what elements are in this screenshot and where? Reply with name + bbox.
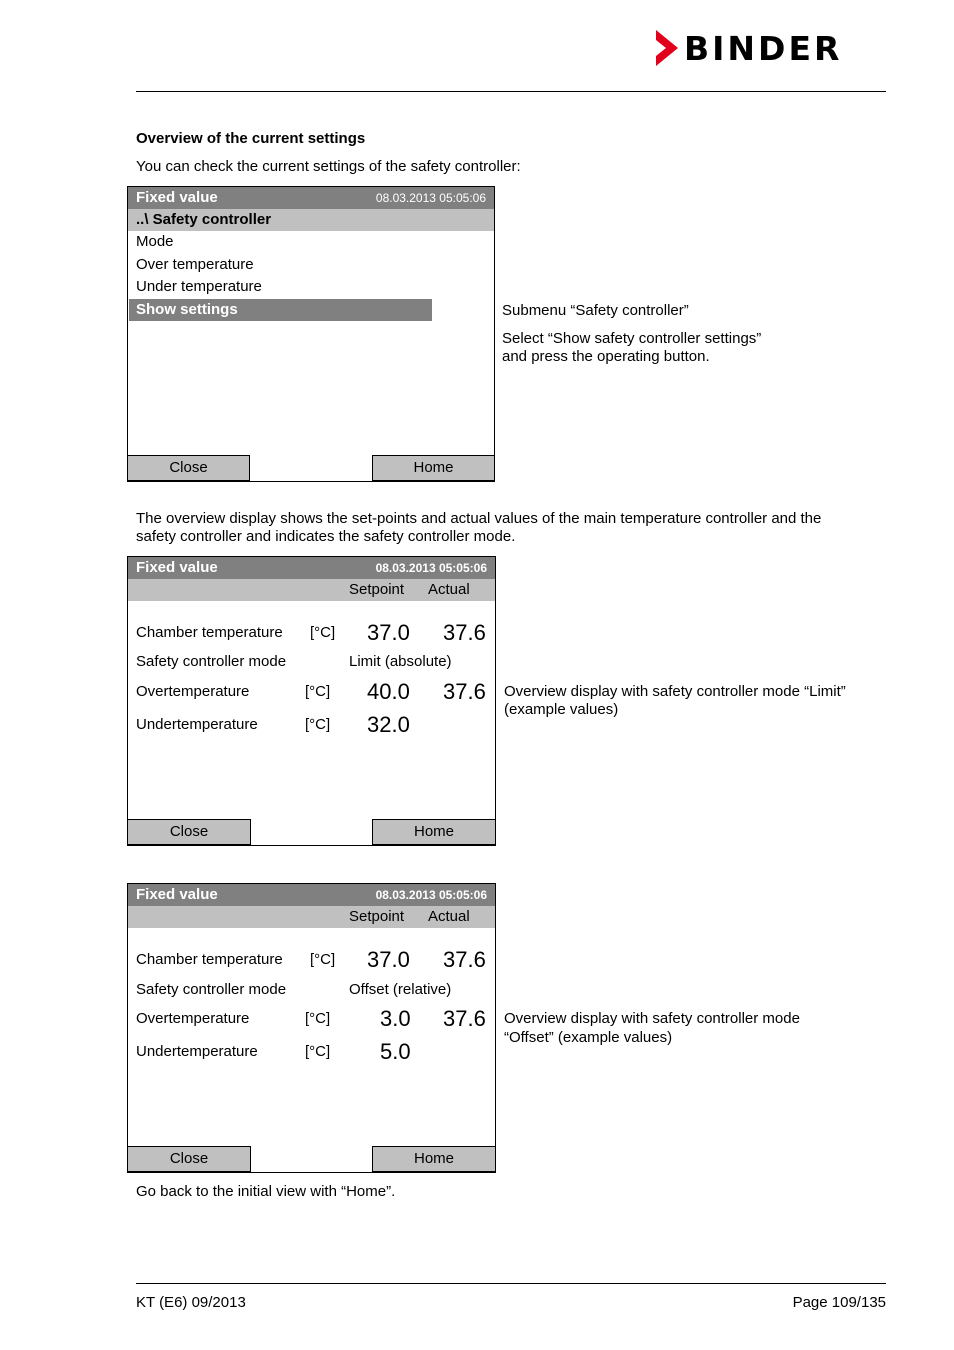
safety-controller-menu-screen bbox=[127, 186, 495, 482]
column-header-bar bbox=[128, 579, 495, 601]
chamber-actual: 37.6 bbox=[443, 947, 486, 972]
chamber-unit: [°C] bbox=[310, 624, 336, 641]
title-bar bbox=[128, 557, 495, 579]
datetime: 08.03.2013 05:05:06 bbox=[375, 191, 486, 205]
home-button[interactable]: Home bbox=[372, 819, 496, 845]
undertemperature-label: Undertemperature bbox=[136, 1043, 258, 1060]
title-bar bbox=[128, 884, 495, 906]
overtemperature-actual: 37.6 bbox=[443, 1006, 486, 1031]
note3-line1: Overview display with safety controller mode bbox=[504, 1010, 800, 1027]
section-title: Overview of the current settings bbox=[136, 130, 366, 147]
safety-mode-value: Limit (absolute) bbox=[349, 653, 452, 670]
overtemperature-setpoint: 3.0 bbox=[380, 1006, 411, 1031]
setpoint-header: Setpoint bbox=[349, 908, 405, 925]
column-header-bar bbox=[128, 906, 495, 928]
binder-logo-icon bbox=[654, 30, 680, 66]
undertemperature-setpoint: 32.0 bbox=[367, 712, 410, 737]
chamber-setpoint: 37.0 bbox=[367, 620, 410, 645]
overtemperature-actual: 37.6 bbox=[443, 679, 486, 704]
overview-offset-screen bbox=[127, 883, 496, 1173]
menu-item-show-settings[interactable] bbox=[129, 299, 432, 321]
overtemperature-unit: [°C] bbox=[305, 1010, 331, 1027]
undertemperature-setpoint: 5.0 bbox=[380, 1039, 411, 1064]
overtemperature-setpoint: 40.0 bbox=[367, 679, 410, 704]
safety-mode-label: Safety controller mode bbox=[136, 981, 287, 998]
note2-line1: Overview display with safety controller mode “Limit” bbox=[504, 683, 846, 700]
header-rule bbox=[136, 91, 886, 92]
menu-item-over-temperature[interactable]: Over temperature bbox=[136, 256, 254, 273]
overtemperature-label: Overtemperature bbox=[136, 1010, 250, 1027]
overview-limit-screen bbox=[127, 556, 496, 846]
menu-item-under-temperature[interactable]: Under temperature bbox=[136, 278, 262, 295]
path-bar bbox=[128, 209, 494, 231]
note1-line3: and press the operating button. bbox=[502, 348, 710, 365]
undertemperature-unit: [°C] bbox=[305, 1043, 331, 1060]
undertemperature-unit: [°C] bbox=[305, 716, 331, 733]
chamber-unit: [°C] bbox=[310, 951, 336, 968]
note1-line2: Select “Show safety controller settings” bbox=[502, 330, 762, 347]
menu-path: ..\ Safety controller bbox=[136, 211, 272, 228]
chamber-temperature-label: Chamber temperature bbox=[136, 624, 283, 641]
datetime: 08.03.2013 05:05:06 bbox=[375, 888, 487, 902]
menu-item-show-settings-label: Show settings bbox=[136, 301, 238, 318]
chamber-actual: 37.6 bbox=[443, 620, 486, 645]
menu-item-mode[interactable]: Mode bbox=[136, 233, 174, 250]
home-button[interactable]: Home bbox=[372, 455, 495, 481]
note3-line2: “Offset” (example values) bbox=[504, 1029, 673, 1046]
screen-title: Fixed value bbox=[136, 886, 218, 903]
title-bar bbox=[128, 187, 494, 209]
close-button[interactable]: Close bbox=[127, 819, 251, 845]
safety-mode-label: Safety controller mode bbox=[136, 653, 287, 670]
setpoint-header: Setpoint bbox=[349, 581, 405, 598]
closing-note: Go back to the initial view with “Home”. bbox=[136, 1183, 396, 1200]
chamber-setpoint: 37.0 bbox=[367, 947, 410, 972]
binder-logo bbox=[654, 30, 842, 66]
actual-header: Actual bbox=[428, 581, 470, 598]
paragraph-line2: safety controller and indicates the safety controller mode. bbox=[136, 528, 516, 545]
logo-text: BINDER bbox=[684, 28, 843, 68]
datetime: 08.03.2013 05:05:06 bbox=[375, 561, 487, 575]
screen-title: Fixed value bbox=[136, 559, 218, 576]
chamber-temperature-label: Chamber temperature bbox=[136, 951, 283, 968]
footer-doc-id: KT (E6) 09/2013 bbox=[136, 1294, 246, 1311]
home-button[interactable]: Home bbox=[372, 1146, 496, 1172]
undertemperature-label: Undertemperature bbox=[136, 716, 258, 733]
close-button[interactable]: Close bbox=[127, 1146, 251, 1172]
actual-header: Actual bbox=[428, 908, 470, 925]
paragraph-line1: The overview display shows the set-points and actual values of the main temperature controller and the bbox=[136, 510, 822, 527]
note1-line1: Submenu “Safety controller” bbox=[502, 302, 689, 319]
overtemperature-unit: [°C] bbox=[305, 683, 331, 700]
section-intro: You can check the current settings of the safety controller: bbox=[136, 158, 521, 175]
safety-mode-value: Offset (relative) bbox=[349, 981, 452, 998]
close-button[interactable]: Close bbox=[127, 455, 250, 481]
screen-title: Fixed value bbox=[136, 189, 218, 206]
footer-rule bbox=[136, 1283, 886, 1284]
overtemperature-label: Overtemperature bbox=[136, 683, 250, 700]
footer-page-number: Page 109/135 bbox=[792, 1294, 886, 1311]
note2-line2: (example values) bbox=[504, 701, 619, 718]
